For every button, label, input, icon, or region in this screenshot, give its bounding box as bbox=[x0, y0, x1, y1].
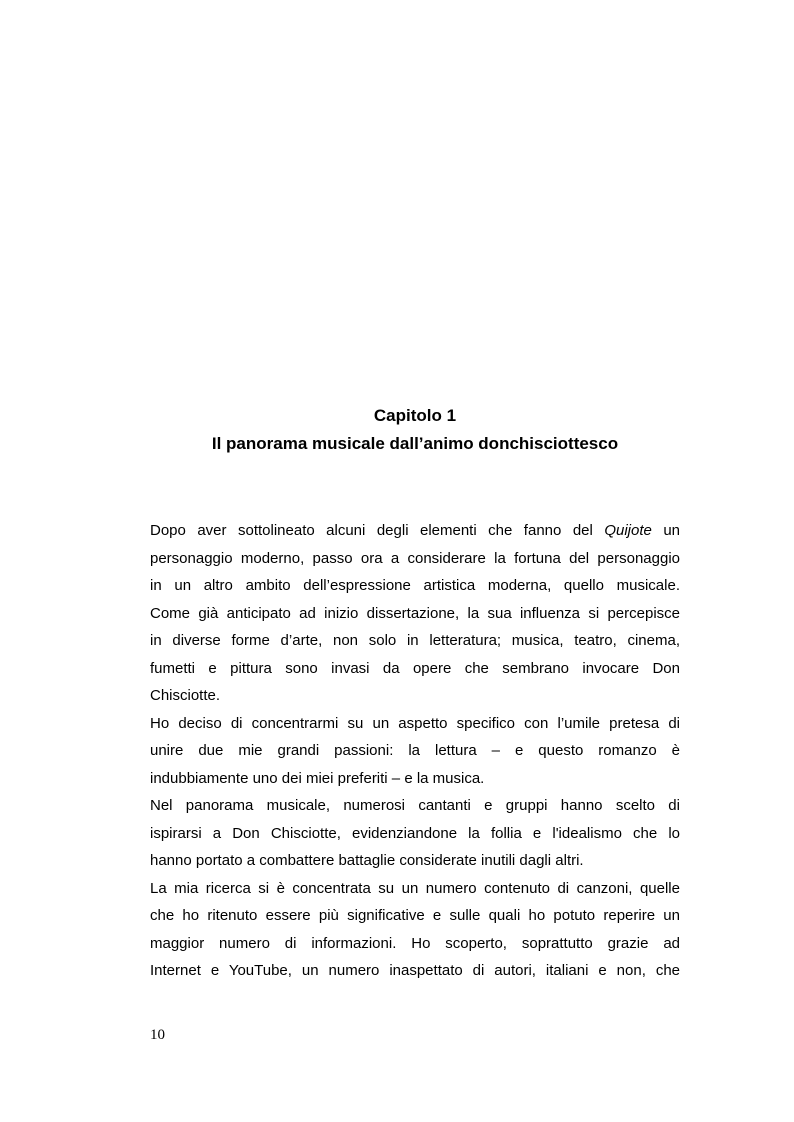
italic-title: Quijote bbox=[604, 522, 652, 539]
text-line: Internet e YouTube, un numero inaspettato di autori, italiani e non, che bbox=[150, 962, 680, 979]
text-line: in diverse forme d’arte, non solo in letteratura; musica, teatro, cinema, bbox=[150, 632, 680, 649]
text-line: che ho ritenuto essere più significative e sulle quali ho potuto reperire un bbox=[150, 907, 680, 924]
chapter-heading bbox=[150, 401, 680, 456]
text-line: personaggio moderno, passo ora a considerare la fortuna del personaggio bbox=[150, 549, 680, 567]
text-line: Ho deciso di concentrarmi su un aspetto specifico con l’umile pretesa di bbox=[150, 714, 680, 732]
text-line: in un altro ambito dell’espressione artistica moderna, quello musicale. bbox=[150, 577, 680, 594]
text-line: ispirarsi a Don Chisciotte, evidenziandone la follia e l'idealismo che lo bbox=[150, 824, 680, 842]
page-number: 10 bbox=[150, 1027, 165, 1043]
text-line: fumetti e pittura sono invasi da opere che sembrano invocare Don bbox=[150, 659, 680, 677]
text-segment: un bbox=[651, 522, 680, 539]
text-line: Chisciotte. bbox=[150, 687, 221, 704]
text-line bbox=[150, 517, 680, 545]
chapter-title: Il panorama musicale dall’animo donchisciottesco bbox=[211, 433, 619, 453]
text-line: hanno portato a combattere battaglie considerate inutili dagli altri. bbox=[150, 852, 584, 869]
chapter-label: Capitolo 1 bbox=[373, 406, 457, 425]
text-line: Nel panorama musicale, numerosi cantanti e gruppi hanno scelto di bbox=[150, 797, 680, 814]
text-line: unire due mie grandi passioni: la lettura – e questo romanzo è bbox=[150, 742, 680, 759]
text-line: Come già anticipato ad inizio dissertazione, la sua influenza si percepisce bbox=[150, 604, 680, 622]
body-text bbox=[150, 517, 680, 985]
text-line: La mia ricerca si è concentrata su un numero contenuto di canzoni, quelle bbox=[150, 879, 680, 897]
text-line: maggior numero di informazioni. Ho scoperto, soprattutto grazie ad bbox=[150, 934, 680, 952]
text-line: indubbiamente uno dei miei preferiti – e la musica. bbox=[150, 769, 485, 787]
text-segment: Dopo aver sottolineato alcuni degli elementi che fanno del bbox=[150, 522, 605, 539]
